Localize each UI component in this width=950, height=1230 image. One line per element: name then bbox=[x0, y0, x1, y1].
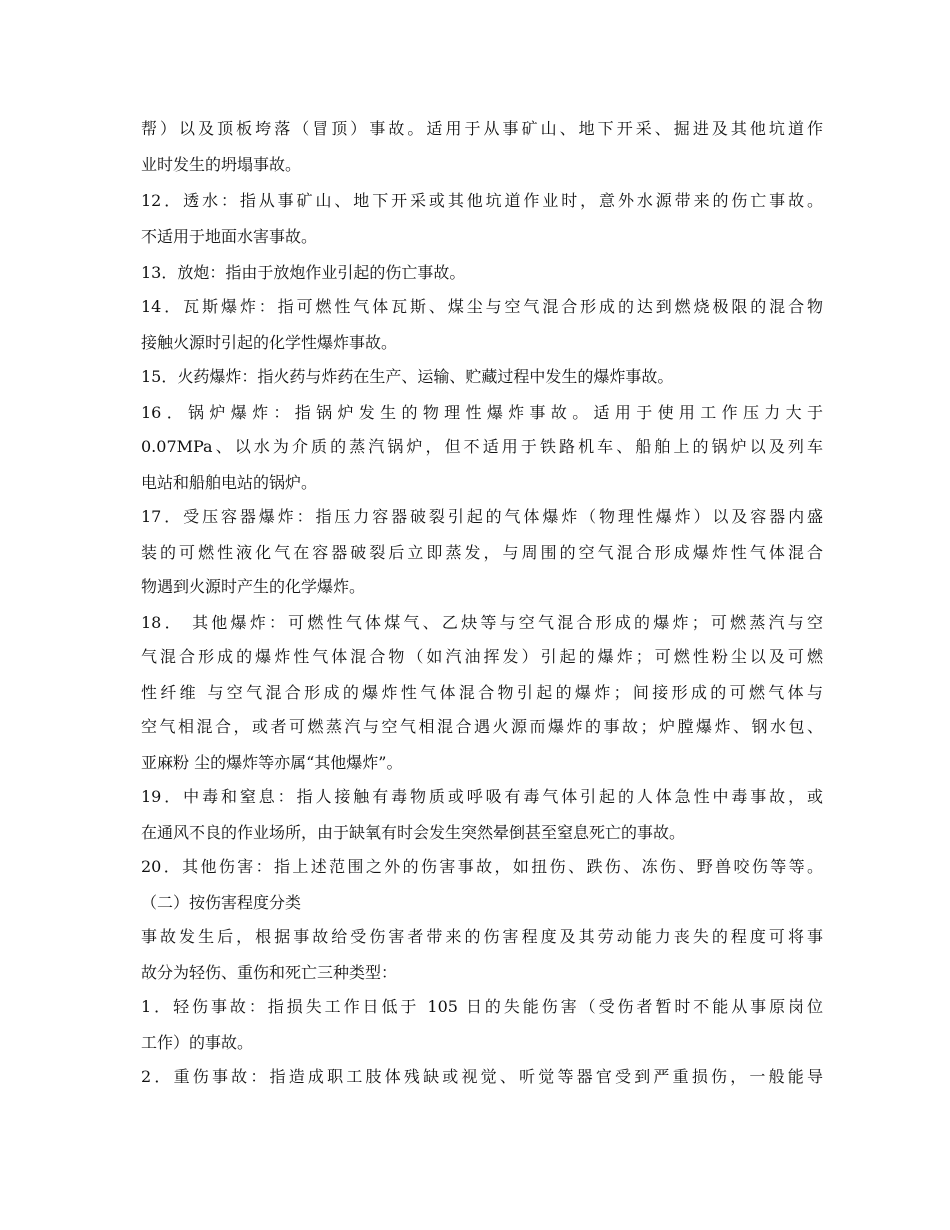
text-line: 故分为轻伤、重伤和死亡三种类型： bbox=[141, 963, 398, 982]
text-line: 接触火源时引起的化学性爆炸事故。 bbox=[141, 333, 398, 352]
text-line: 2．重伤事故：指造成职工肢体残缺或视觉、听觉等器官受到严重损伤，一般能导 bbox=[141, 1067, 823, 1086]
text-line: 14．瓦斯爆炸：指可燃性气体瓦斯、煤尘与空气混合形成的达到燃烧极限的混合物 bbox=[141, 297, 823, 316]
text-line: 业时发生的坍塌事故。 bbox=[141, 155, 302, 174]
text-line: 18． 其他爆炸：可燃性气体煤气、乙炔等与空气混合形成的爆炸；可燃蒸汽与空 bbox=[141, 613, 823, 632]
text-line: 亚麻粉 尘的爆炸等亦属“其他爆炸”。 bbox=[141, 753, 403, 772]
text-line: 工作）的事故。 bbox=[141, 1033, 254, 1052]
text-line: 12．透水：指从事矿山、地下开采或其他坑道作业时，意外水源带来的伤亡事故。 bbox=[141, 191, 823, 210]
section-heading: （二）按伤害程度分类 bbox=[141, 893, 302, 912]
text-line: 性纤维 与空气混合形成的爆炸性气体混合物引起的爆炸；间接形成的可燃气体与 bbox=[141, 683, 823, 702]
text-line: 1．轻伤事故：指损失工作日低于 105 日的失能伤害（受伤者暂时不能从事原岗位 bbox=[141, 997, 823, 1016]
text-line: 16．锅炉爆炸：指锅炉发生的物理性爆炸事故。适用于使用工作压力大于 bbox=[141, 403, 823, 422]
text-line: 帮）以及顶板垮落（冒顶）事故。适用于从事矿山、地下开采、掘进及其他坑道作 bbox=[141, 119, 823, 138]
text-line: 气混合形成的爆炸性气体混合物（如汽油挥发）引起的爆炸；可燃性粉尘以及可燃 bbox=[141, 647, 823, 666]
text-line: 20．其他伤害：指上述范围之外的伤害事故，如扭伤、跌伤、冻伤、野兽咬伤等等。 bbox=[141, 857, 823, 876]
text-line: 空气相混合，或者可燃蒸汽与空气相混合遇火源而爆炸的事故；炉膛爆炸、钢水包、 bbox=[141, 717, 823, 736]
text-line: 装的可燃性液化气在容器破裂后立即蒸发，与周围的空气混合形成爆炸性气体混合 bbox=[141, 543, 823, 562]
text-line: 事故发生后，根据事故给受伤害者带来的伤害程度及其劳动能力丧失的程度可将事 bbox=[141, 927, 823, 946]
text-line: 0.07MPa、以水为介质的蒸汽锅炉，但不适用于铁路机车、船舶上的锅炉以及列车 bbox=[141, 437, 823, 456]
text-line: 在通风不良的作业场所，由于缺氧有时会发生突然晕倒甚至窒息死亡的事故。 bbox=[141, 823, 686, 842]
text-line: 15．火药爆炸：指火药与炸药在生产、运输、贮藏过程中发生的爆炸事故。 bbox=[141, 367, 674, 386]
text-line: 物遇到火源时产生的化学爆炸。 bbox=[141, 577, 366, 596]
text-line: 17．受压容器爆炸：指压力容器破裂引起的气体爆炸（物理性爆炸）以及容器内盛 bbox=[141, 507, 823, 526]
text-line: 13．放炮：指由于放炮作业引起的伤亡事故。 bbox=[141, 263, 466, 282]
text-line: 19．中毒和窒息：指人接触有毒物质或呼吸有毒气体引起的人体急性中毒事故，或 bbox=[141, 787, 823, 806]
text-line: 电站和船舶电站的锅炉。 bbox=[141, 473, 318, 492]
text-line: 不适用于地面水害事故。 bbox=[141, 227, 318, 246]
